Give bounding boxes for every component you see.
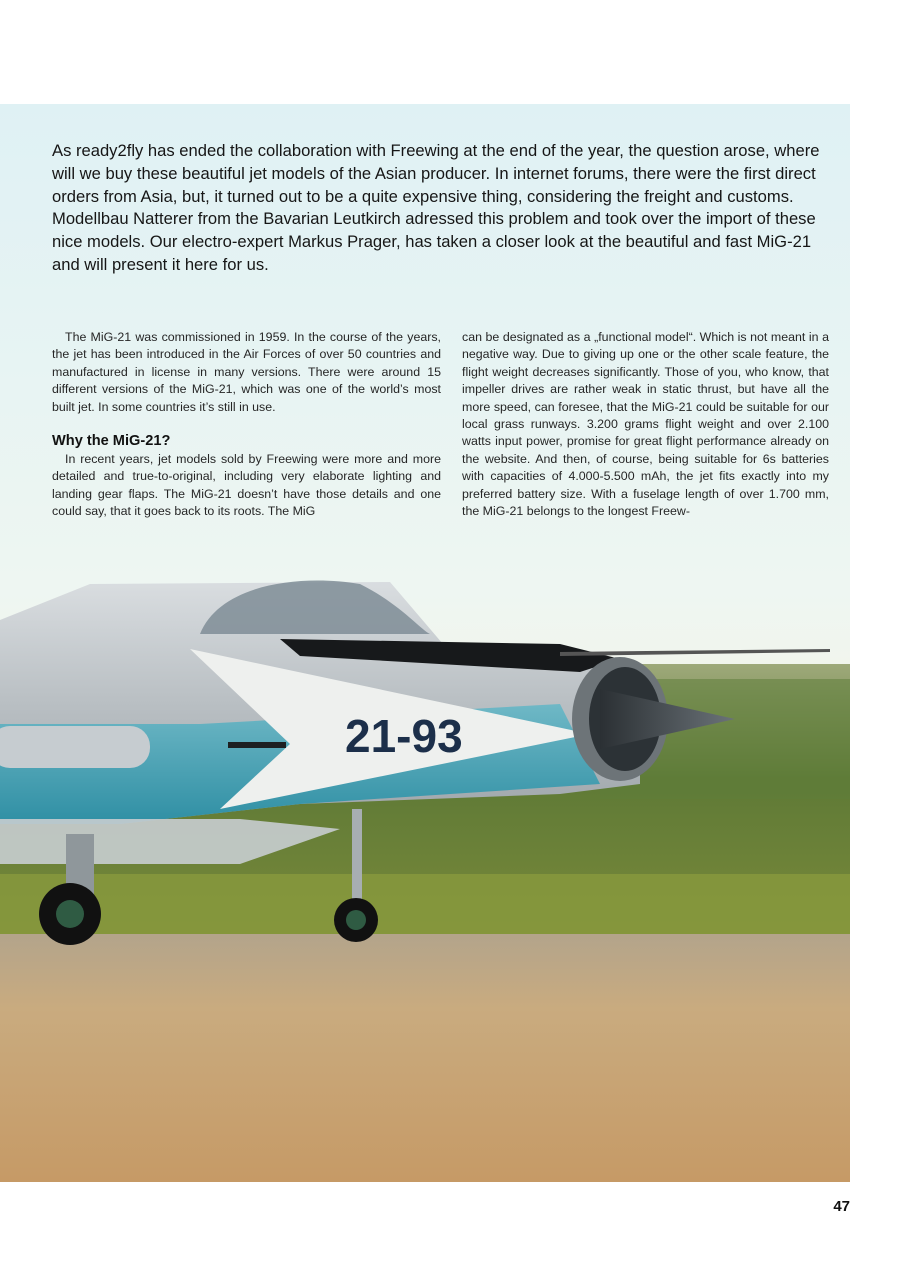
article-column-left — [52, 329, 441, 521]
body-paragraph: In recent years, jet models sold by Freewing were more and more detailed and true-to-original, including very elaborate lighting and landing gear flaps. The MiG-21 doesn’t have those details and one could say, that it goes back to its roots. The MiG — [52, 452, 441, 519]
intro-paragraph: As ready2fly has ended the collaboration with Freewing at the end of the year, the question arose, where will we buy these beautiful jet models of the Asian producer. In internet forums, there were the first direct orders from Asia, but, it turned out to be a quite expensive thing, considering the freight and customs. Modellbau Natterer from the Bavarian Leutkirch adressed this problem and took over the import of these nice models. Our electro-expert Markus Prager, has taken a closer look at the beautiful and fast MiG-21 and will present it here for us. — [52, 141, 820, 274]
tail-number: 21-93 — [345, 710, 463, 762]
body-paragraph: The MiG-21 was commissioned in 1959. In the course of the years, the jet has been introduced in the Air Forces of over 50 countries and manufactured in license in many versions. There were around 15 different versions of the MiG-21, which was one of the world’s most built jet. In some countries it’s still in use. — [52, 330, 441, 414]
page-number: 47 — [833, 1198, 850, 1215]
body-paragraph: can be designated as a „functional model“. Which is not meant in a negative way. Due to giving up one or the other scale feature, the flight weight decreases significantly. Those of you, who know, that impeller drives are rather weak in static thrust, but have all the more speed, can foresee, that the MiG-21 could be suitable for our local grass runways. 3.200 grams flight weight and over 2.100 watts input power, promise for great flight performance already on the website. And then, of course, being suitable for 6s batteries with capacities of 4.000-5.500 mAh, the jet fits exactly into my preferred battery size. With a fuselage length of over 1.700 mm, the MiG-21 belongs to the longest Freew- — [462, 330, 829, 519]
runway-surface — [0, 934, 850, 1182]
grass-edge — [0, 874, 850, 934]
section-heading: Why the MiG-21? — [52, 433, 171, 450]
article-column-right — [462, 329, 829, 520]
drop-tank — [0, 726, 150, 768]
